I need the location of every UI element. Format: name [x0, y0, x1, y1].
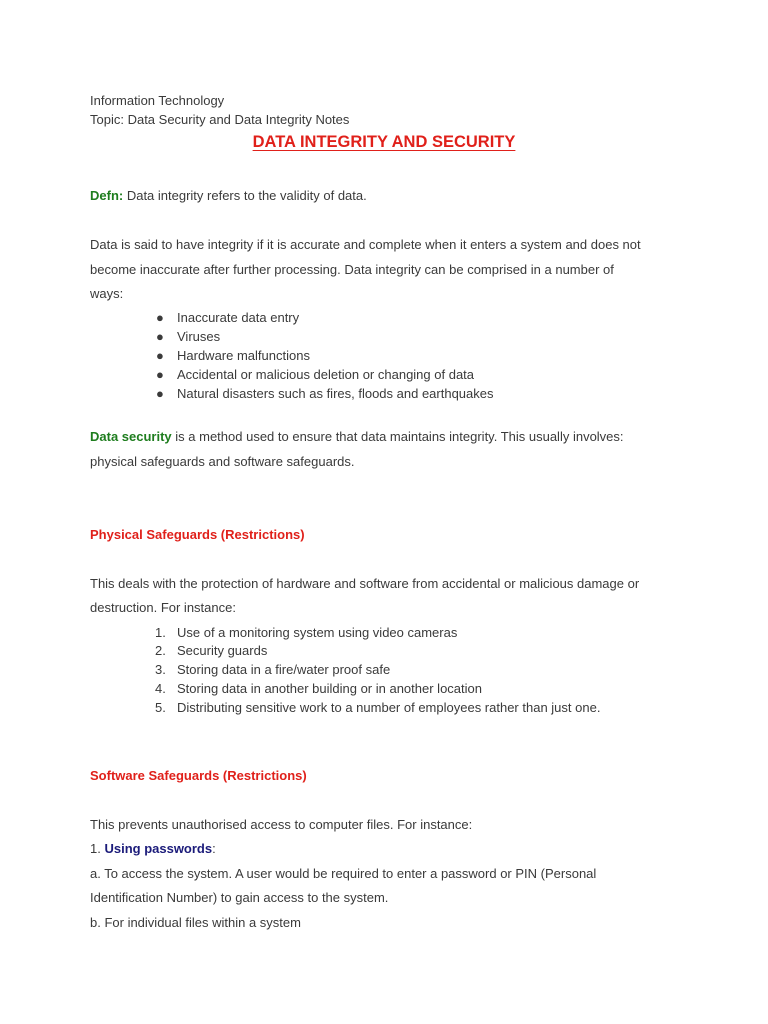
integrity-para-line-2: become inaccurate after further processing. Data integrity can be comprised in a number of: [90, 262, 614, 277]
list-number: 4.: [155, 681, 166, 696]
list-item: Security guards: [177, 643, 268, 658]
document-title: DATA INTEGRITY AND SECURITY: [252, 133, 516, 151]
list-number: 5.: [155, 700, 166, 715]
list-item: Inaccurate data entry: [177, 310, 300, 325]
list-number: 1.: [155, 625, 166, 640]
topic-line: Topic: Data Security and Data Integrity Notes: [90, 112, 350, 127]
software-item-colon: :: [212, 841, 216, 856]
software-intro: This prevents unauthorised access to computer files. For instance:: [90, 817, 473, 832]
software-safeguards-heading: Software Safeguards (Restrictions): [90, 768, 307, 783]
definition-text: Data integrity refers to the validity of data.: [123, 188, 367, 203]
list-item: Distributing sensitive work to a number of employees rather than just one.: [177, 700, 601, 715]
data-security-label: Data security: [90, 429, 172, 444]
definition-label: Defn:: [90, 188, 124, 203]
list-item: Natural disasters such as fires, floods and earthquakes: [177, 386, 494, 401]
security-para-text: is a method used to ensure that data maintains integrity. This usually involves:: [171, 429, 624, 444]
physical-para-line-2: destruction. For instance:: [90, 600, 236, 615]
integrity-para-line-1: Data is said to have integrity if it is accurate and complete when it enters a system and does not: [90, 237, 641, 252]
software-item-b-line-1: b. For individual files within a system: [90, 915, 301, 930]
list-item: Viruses: [177, 329, 221, 344]
security-para-line-2: physical safeguards and software safeguards.: [90, 454, 355, 469]
list-number: 3.: [155, 662, 166, 677]
physical-para-line-1: This deals with the protection of hardware and software from accidental or malicious damage or: [90, 576, 640, 591]
security-para-line-1: [90, 429, 624, 444]
software-item-1: [90, 841, 216, 856]
bullet-icon: ●: [156, 310, 164, 325]
subject-line: Information Technology: [90, 93, 225, 108]
list-number: 2.: [155, 643, 166, 658]
bullet-icon: ●: [156, 348, 164, 363]
bullet-icon: ●: [156, 367, 164, 382]
list-item: Hardware malfunctions: [177, 348, 310, 363]
list-item: Use of a monitoring system using video cameras: [177, 625, 458, 640]
list-item: Accidental or malicious deletion or changing of data: [177, 367, 475, 382]
bullet-icon: ●: [156, 386, 164, 401]
using-passwords-label: Using passwords: [104, 841, 213, 856]
software-item-a-line-1: a. To access the system. A user would be required to enter a password or PIN (Personal: [90, 866, 597, 881]
software-item-number: 1.: [90, 841, 105, 856]
integrity-para-line-3: ways:: [90, 286, 124, 301]
definition-line: [90, 188, 367, 203]
list-item: Storing data in another building or in another location: [177, 681, 482, 696]
bullet-icon: ●: [156, 329, 164, 344]
physical-safeguards-heading: Physical Safeguards (Restrictions): [90, 527, 305, 542]
list-item: Storing data in a fire/water proof safe: [177, 662, 391, 677]
software-item-a-line-2: Identification Number) to gain access to the system.: [90, 890, 389, 905]
